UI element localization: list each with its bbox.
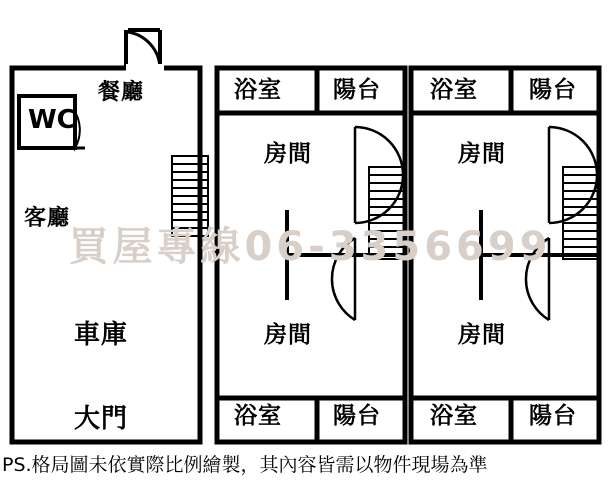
room-label-right-room-upper: 房間: [458, 141, 506, 167]
room-label-middle-room-lower: 房間: [264, 322, 312, 348]
room-label-right-balcony-top: 陽台: [529, 77, 577, 103]
room-label-middle-balcony-top: 陽台: [333, 77, 381, 103]
room-label-right-balcony-bottom: 陽台: [529, 403, 577, 429]
room-label-middle-bathroom-bottom: 浴室: [234, 403, 282, 429]
footer-disclaimer: PS.格局圖未依實際比例繪製，其內容皆需以物件現場為準: [2, 454, 488, 476]
room-label-middle-room-upper: 房間: [264, 141, 312, 167]
room-label-garage: 車庫: [74, 320, 129, 350]
room-label-dining: 餐廳: [98, 80, 145, 105]
room-label-living: 客廳: [24, 206, 71, 231]
room-label-right-room-lower: 房間: [458, 322, 506, 348]
room-label-main-door: 大門: [74, 404, 129, 434]
room-label-right-bathroom-bottom: 浴室: [430, 403, 478, 429]
room-label-middle-balcony-bottom: 陽台: [333, 403, 381, 429]
room-label-middle-bathroom-top: 浴室: [234, 77, 282, 103]
room-label-wc: WC: [28, 105, 76, 135]
watermark-text: 買屋專線06-3356699: [68, 224, 552, 270]
room-label-right-bathroom-top: 浴室: [430, 77, 478, 103]
